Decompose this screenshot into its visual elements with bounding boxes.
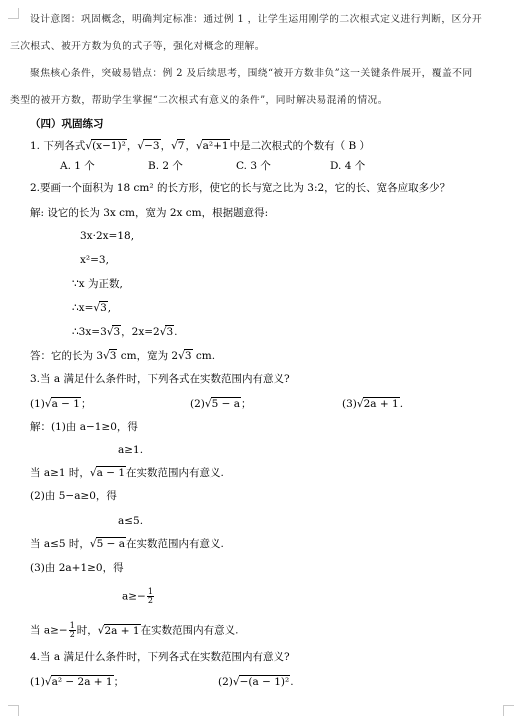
q3-text: ； xyxy=(81,398,92,410)
section-title: （四）巩固练习 xyxy=(30,118,104,130)
sqrt-icon: √ xyxy=(178,350,185,362)
q2-solution-line: 3x·2x=18, xyxy=(80,230,135,242)
q3-radicand: 2a + 1 xyxy=(104,624,140,637)
q2-text: ∴x= xyxy=(72,302,94,314)
q3-part-2 xyxy=(190,397,252,411)
q4-text: . xyxy=(290,676,294,688)
q3-solution-line: (2)由 5−a≥0，得 xyxy=(30,490,117,502)
q3-solution-line xyxy=(122,588,155,605)
sqrt-icon: √ xyxy=(93,302,101,314)
sqrt-icon: √ xyxy=(44,398,52,410)
fraction xyxy=(69,622,76,639)
sqrt-icon: √ xyxy=(137,140,145,152)
q1-option-c: C. 3 个 xyxy=(236,160,271,172)
fraction-denominator: 2 xyxy=(69,630,75,639)
q1-expr: −3 xyxy=(144,140,160,152)
q2-text: ∴3x=3 xyxy=(72,326,107,338)
q4-radicand: a² − 2a + 1 xyxy=(51,676,113,688)
question-3: 3.当 a 满足什么条件时，下列各式在实数范围内有意义? xyxy=(30,373,290,385)
q3-part-1 xyxy=(30,397,92,411)
sqrt-icon: √ xyxy=(232,676,240,688)
sqrt-icon: √ xyxy=(89,467,97,479)
q3-text: 在实数范围内有意义. xyxy=(140,624,239,637)
q3-text: a≥− xyxy=(122,590,146,603)
q3-text: 在实数范围内有意义. xyxy=(126,467,224,479)
q1-expr: 7 xyxy=(177,140,185,152)
q1-sep: ， xyxy=(160,140,172,152)
q2-solution-line xyxy=(72,325,177,339)
q3-radicand: 5 − a xyxy=(211,398,240,410)
sqrt-icon: √ xyxy=(44,676,52,688)
intro-line: 三次根式、被开方数为负的式子等，强化对概念的理解。 xyxy=(10,41,265,52)
fraction xyxy=(147,588,154,605)
fraction-denominator: 2 xyxy=(147,596,153,605)
q3-solution-line xyxy=(30,622,238,639)
q3-text: (1) xyxy=(30,398,45,410)
sqrt-icon: √ xyxy=(356,398,364,410)
q3-text: 当 a≤5 时， xyxy=(30,538,90,550)
q2-solution-line xyxy=(72,301,111,315)
q3-text: 当 a≥1 时， xyxy=(30,467,90,479)
q3-radicand: 2a + 1 xyxy=(363,398,399,410)
q3-text: 在实数范围内有意义. xyxy=(126,538,224,550)
q2-text: ，2x=2 xyxy=(121,326,160,338)
q3-text: (3) xyxy=(342,398,357,410)
sqrt-icon: √ xyxy=(195,140,203,152)
q3-text: 当 a≥− xyxy=(30,624,68,637)
q2-answer xyxy=(30,349,215,363)
q2-solution-line: x²=3, xyxy=(80,254,109,266)
q3-text: 时， xyxy=(76,624,98,637)
page-corner-mark xyxy=(8,8,19,19)
q1-suffix: 中是二次根式的个数有（ B ） xyxy=(229,140,371,152)
q3-radicand: 5 − a xyxy=(96,538,126,550)
q1-expr: a²+1 xyxy=(202,140,229,152)
q3-text: (2) xyxy=(190,398,205,410)
q2-text: cm. xyxy=(192,350,216,362)
sqrt-icon: √ xyxy=(106,326,114,338)
q1-option-b: B. 2 个 xyxy=(148,160,183,172)
q1-sep: ， xyxy=(185,140,196,152)
q3-radicand: a − 1 xyxy=(96,467,126,479)
q2-radicand: 3 xyxy=(113,326,121,338)
sqrt-icon: √ xyxy=(97,624,105,637)
sqrt-icon: √ xyxy=(171,140,178,152)
sqrt-icon: √ xyxy=(159,326,167,338)
page-corner-mark xyxy=(503,705,514,716)
q3-text: . xyxy=(399,398,404,410)
q3-solution-line: (3)由 2a+1≥0，得 xyxy=(30,562,124,574)
q4-text: (1) xyxy=(30,676,45,688)
q4-text: (2) xyxy=(218,676,233,688)
question-4: 4.当 a 满足什么条件时，下列各式在实数范围内有意义? xyxy=(30,651,290,663)
q1-sep: ， xyxy=(126,140,138,152)
sqrt-icon: √ xyxy=(204,398,212,410)
q3-text: ； xyxy=(241,398,252,410)
q4-part-2 xyxy=(218,675,294,689)
q3-solution-line xyxy=(30,466,224,480)
q2-text: cm，宽为 2 xyxy=(117,350,179,362)
intro-line: 设计意图：巩固概念，明确判定标准：通过例 1 ，让学生运用刚学的二次根式定义进行判断，区分开 xyxy=(30,14,483,25)
page-corner-mark xyxy=(8,705,19,716)
q2-radicand: 3 xyxy=(184,350,192,362)
q3-solution-line: a≥1. xyxy=(118,444,144,456)
intro-line: 类型的被开方数，帮助学生掌握“二次根式有意义的条件”，同时解决易混淆的情况。 xyxy=(10,95,388,106)
q2-text: . xyxy=(174,326,178,338)
question-2: 2.要画一个面积为 18 cm² 的长方形，使它的长与宽之比为 3:2，它的长、宽各应取多少？ xyxy=(30,182,451,194)
fraction-numerator: 1 xyxy=(147,587,153,596)
q4-text: ； xyxy=(113,676,125,688)
q3-solution-line: 解：(1)由 a−1≥0，得 xyxy=(30,421,138,433)
question-1 xyxy=(30,139,370,153)
q2-radicand: 3 xyxy=(100,302,107,314)
q1-option-d: D. 4 个 xyxy=(330,160,366,172)
q2-radicand: 3 xyxy=(166,326,174,338)
q1-prefix: 1. 下列各式 xyxy=(30,140,86,152)
q3-radicand: a − 1 xyxy=(51,398,80,410)
q3-solution-line xyxy=(30,537,224,551)
sqrt-icon: √ xyxy=(89,538,97,550)
q1-expr: (x−1)² xyxy=(92,140,126,152)
q2-radicand: 3 xyxy=(109,350,117,362)
sqrt-icon: √ xyxy=(85,140,93,152)
fraction-numerator: 1 xyxy=(69,621,75,630)
q3-part-3 xyxy=(342,397,403,411)
q2-text: , xyxy=(107,302,112,314)
q2-solution-line: 解: 设它的长为 3x cm，宽为 2x cm，根据题意得: xyxy=(30,207,269,219)
q2-solution-line: ∵x 为正数, xyxy=(72,278,123,290)
q3-solution-line: a≤5. xyxy=(118,515,144,527)
q1-option-a: A. 1 个 xyxy=(60,160,95,172)
sqrt-icon: √ xyxy=(103,350,110,362)
q2-text: 答：它的长为 3 xyxy=(30,350,104,362)
intro-line: 聚焦核心条件，突破易错点：例 2 及后续思考，围绕“被开方数非负”这一关键条件展开，覆盖不同 xyxy=(30,68,473,79)
q4-part-1 xyxy=(30,675,124,689)
q4-radicand: −(a − 1)² xyxy=(239,676,290,688)
